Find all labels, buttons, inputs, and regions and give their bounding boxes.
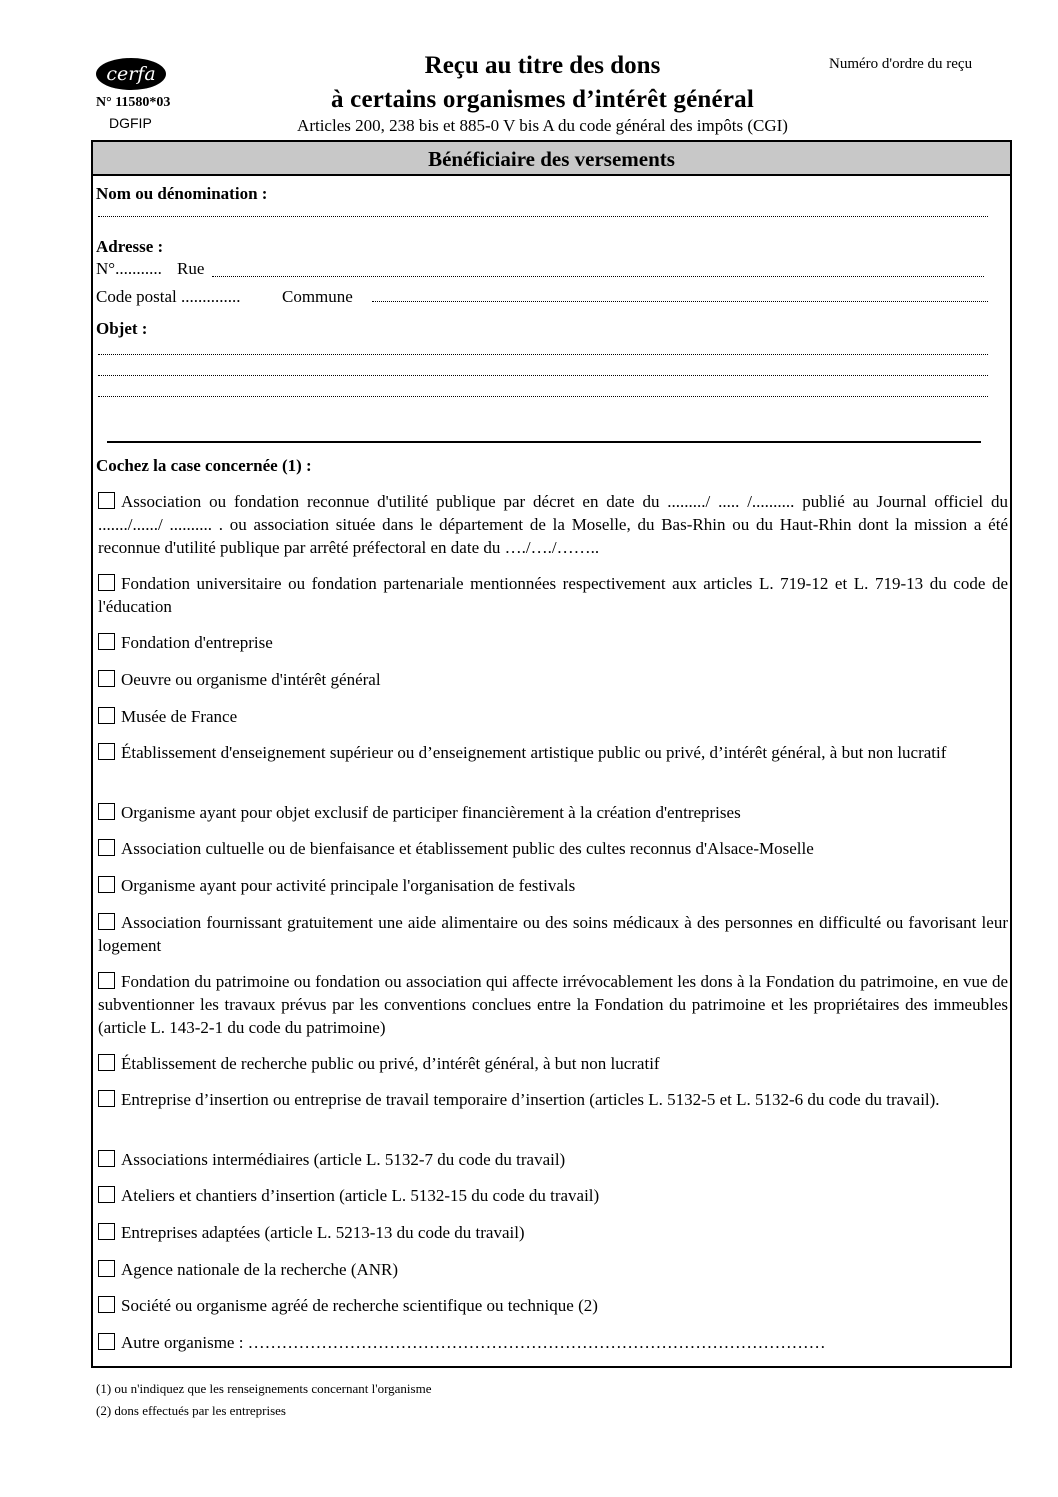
option-ateliers-chantiers[interactable]: Ateliers et chantiers d’insertion (article L. 5132-15 du code du travail) <box>98 1184 1008 1207</box>
option-fondation-universitaire[interactable]: Fondation universitaire ou fondation partenariale mentionnées respectivement aux articles L. 719-12 et L. 719-13 du code de l'éducation <box>98 574 1008 616</box>
logo-text: cerfa <box>106 63 156 85</box>
checkbox[interactable] <box>98 492 115 509</box>
checkbox[interactable] <box>98 1186 115 1203</box>
option-etablissement-recherche[interactable]: Établissement de recherche public ou privé, d’intérêt général, à but non lucratif <box>98 1052 1008 1075</box>
option-aide-alimentaire[interactable]: Association fournissant gratuitement une aide alimentaire ou des soins médicaux à des personnes en difficulté ou favorisant leur logement <box>98 913 1008 955</box>
checkbox[interactable] <box>98 707 115 724</box>
postal-code-label: Code postal .............. <box>96 287 241 306</box>
object-field-line1[interactable] <box>98 354 988 355</box>
checkbox[interactable] <box>98 876 115 893</box>
option-association-cultuelle[interactable]: Association cultuelle ou de bienfaisance et établissement public des cultes reconnus d'Alsace-Moselle <box>98 837 1008 860</box>
street-field[interactable] <box>212 276 984 277</box>
check-instruction: Cochez la case concernée (1) : <box>96 456 312 475</box>
option-entreprise-insertion[interactable]: Entreprise d’insertion ou entreprise de travail temporaire d’insertion (articles L. 5132-5 et L. 5132-6 du code du travail). <box>98 1088 1008 1111</box>
footnote-2: (2) dons effectués par les entreprises <box>96 1403 286 1418</box>
checkbox[interactable] <box>98 839 115 856</box>
option-creation-entreprises[interactable]: Organisme ayant pour objet exclusif de participer financièrement à la création d'entreprises <box>98 801 1008 824</box>
checkbox[interactable] <box>98 1090 115 1107</box>
checkbox[interactable] <box>98 743 115 760</box>
option-associations-intermediaires[interactable]: Associations intermédiaires (article L. 5132-7 du code du travail) <box>98 1148 1008 1171</box>
checkbox[interactable] <box>98 1150 115 1167</box>
footnote-1: (1) ou n'indiquez que les renseignements concernant l'organisme <box>96 1381 432 1396</box>
option-fondation-patrimoine[interactable]: Fondation du patrimoine ou fondation ou association qui affecte irrévocablement les dons à la Fondation du patrimoine, en vue de subventionner les travaux prévus par les conventions conclues entre la Fondation du patrimoine et les propriétaires des immeubles (article L. 143-2-1 du code du patrimoine) <box>98 972 1008 1037</box>
page-title-line2: à certains organismes d’intérêt général <box>331 86 754 113</box>
object-field-line3[interactable] <box>98 396 988 397</box>
option-recherche-scientifique[interactable]: Société ou organisme agréé de recherche scientifique ou technique (2) <box>98 1294 1008 1317</box>
checkbox[interactable] <box>98 913 115 930</box>
checkbox[interactable] <box>98 670 115 687</box>
checkbox[interactable] <box>98 803 115 820</box>
commune-label: Commune <box>282 287 353 306</box>
receipt-number-label: Numéro d'ordre du reçu <box>829 56 973 72</box>
street-label: Rue <box>177 259 205 278</box>
checkbox[interactable] <box>98 1296 115 1313</box>
checkbox[interactable] <box>98 1223 115 1240</box>
address-label: Adresse : <box>96 237 164 256</box>
page-title-line1: Reçu au titre des dons <box>424 52 661 79</box>
street-number-label: N°........... <box>96 259 162 278</box>
checkbox[interactable] <box>98 972 115 989</box>
agency-label: DGFIP <box>109 115 152 131</box>
form-number: N° 11580*03 <box>96 95 171 110</box>
option-autre-organisme[interactable]: Autre organisme : ………………………………………………………………………………………… <box>98 1331 1008 1354</box>
option-anr[interactable]: Agence nationale de la recherche (ANR) <box>98 1258 1008 1281</box>
checkbox[interactable] <box>98 1333 115 1350</box>
checkbox[interactable] <box>98 633 115 650</box>
name-field[interactable] <box>98 216 988 217</box>
legal-reference: Articles 200, 238 bis et 885-0 V bis A du code général des impôts (CGI) <box>297 116 788 135</box>
section-title: Bénéficiaire des versements <box>91 140 1012 176</box>
checkbox[interactable] <box>98 1054 115 1071</box>
commune-field[interactable] <box>372 301 988 302</box>
option-festivals[interactable]: Organisme ayant pour activité principale l'organisation de festivals <box>98 874 1008 897</box>
option-oeuvre-interet-general[interactable]: Oeuvre ou organisme d'intérêt général <box>98 668 1008 691</box>
option-entreprises-adaptees[interactable]: Entreprises adaptées (article L. 5213-13 du code du travail) <box>98 1221 1008 1244</box>
checkbox[interactable] <box>98 574 115 591</box>
object-field-line2[interactable] <box>98 375 988 376</box>
option-utilite-publique[interactable]: Association ou fondation reconnue d'utilité publique par décret en date du ........./ ..... /.......... publié au Journal officiel du ......./....../ .......... . ou association située dans le département de la Moselle, du Bas-Rhin ou du Haut-Rhin dont la mission a été reconnue d'utilité publique par arrêté préfectoral en date du …./…./…….. <box>98 492 1008 557</box>
option-musee-de-france[interactable]: Musée de France <box>98 705 1008 728</box>
object-label: Objet : <box>96 319 148 338</box>
name-label: Nom ou dénomination : <box>96 184 268 203</box>
checkbox[interactable] <box>98 1260 115 1277</box>
divider <box>107 441 981 443</box>
option-enseignement-superieur[interactable]: Établissement d'enseignement supérieur ou d’enseignement artistique public ou privé, d’intérêt général, à but non lucratif <box>98 741 1008 764</box>
option-fondation-entreprise[interactable]: Fondation d'entreprise <box>98 631 1008 654</box>
